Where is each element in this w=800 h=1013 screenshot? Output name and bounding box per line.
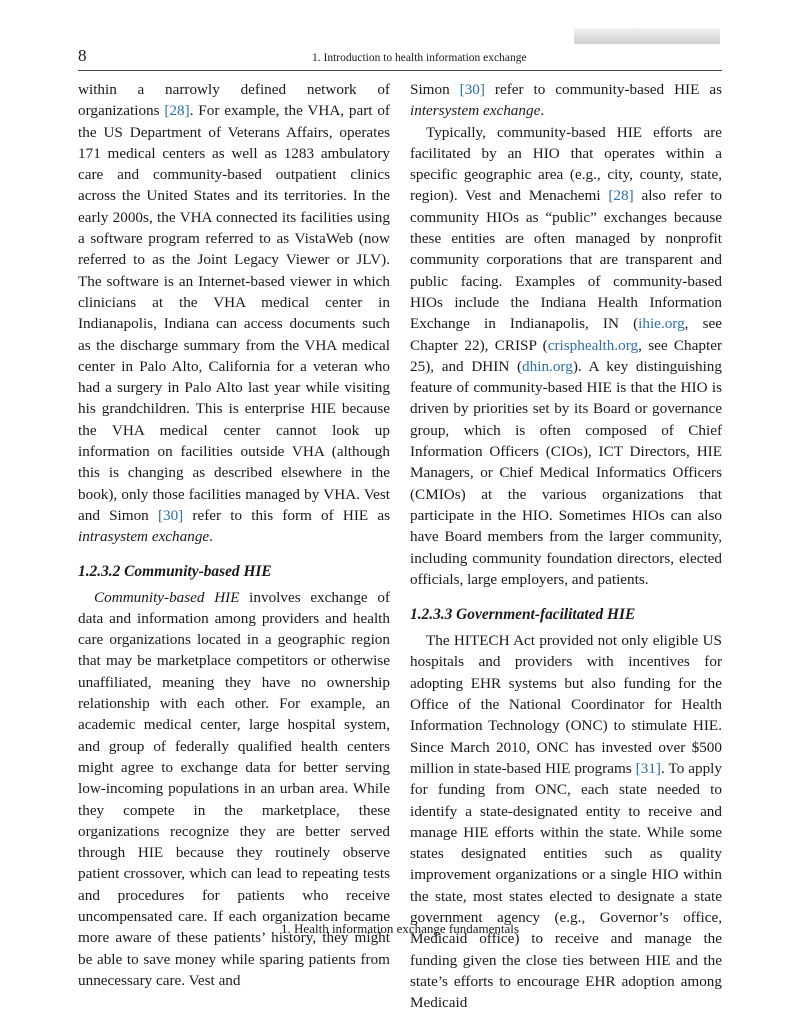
url-link[interactable]: ihie.org [638, 315, 685, 333]
url-link[interactable]: crisphealth.org [547, 336, 639, 354]
paragraph: Community-based HIE involves exchange of data and information among providers and health care organizations located in a geographic region that may be marketplace competitors or otherwise unaffiliated, meaning they have no ownership relationship with each other. For example, an academic medical center, large hospital system, and group of federally qualified health centers might agree to exchange data for better serving low-incoming populations in an urban area. While they compete in the marketplace, these organizations recognize they are better served through HIE because they routinely observe patient crossover, which can lead to repeating tests and procedures for patients who receive uncompensated care. If each organization became more aware of these patients’ history, they might be able to save money while sparing patients from unnecessary care. Vest and [78, 588, 390, 989]
page-number: 8 [78, 46, 87, 65]
right-column [410, 79, 722, 1013]
citation-link[interactable]: [28] [164, 102, 190, 120]
paragraph: Simon [30] refer to community-based HIE as intersystem exchange. [410, 81, 722, 120]
header-decorative-bar [574, 28, 720, 44]
section-heading: 1.2.3.3 Government-facilitated HIE [410, 606, 636, 624]
paragraph: Typically, community-based HIE efforts are facilitated by an HIO that operates within a specific geographic area (e.g., city, county, state, region). Vest and Menachemi [28] also refer to community HIOs as “public” exchanges because these entities are often managed by nonprofit community corporations that are transparent and public facing. Examples of community-based HIOs include the Indiana Health Information Exchange in Indianapolis, IN (ihie.org, see Chapter 22), CRISP (crisphealth.org, see Chapter 25), and DHIN (dhin.org). A key distinguishing feature of community-based HIE is that the HIO is driven by priorities set by its Board or governance group, which is often composed of Chief Information Officers (CIOs), ICT Directors, HIE Managers, or Chief Medical Informatics Officers (CMIOs) at the various organizations that participate in the HIO. Sometimes HIOs can also have Board members from the larger community, including community foundation directors, elected officials, large employers, and patients. [410, 123, 723, 588]
paragraph: within a narrowly defined network of organizations [28]. For example, the VHA, part of the US Department of Veterans Affairs, operates 171 medical centers as well as 1283 ambulatory care and community-based outpatient clinics across the United States and its territories. In the early 2000s, the VHA connected its facilities using a software program referred to as VistaWeb (now referred to as the Joint Legacy Viewer or JLV). The software is an Internet-based viewer in which clinicians at the VHA medical center in Indianapolis, Indiana can access documents such as the discharge summary from the VHA medical center in Palo Alto, California for a veteran who had a surgery in Palo Alto last year while visiting his grandchildren. This is enterprise HIE because the VHA medical center cannot look up information on facilities outside VHA (although this is changing as described elsewhere in the book), only those facilities managed by VHA. Vest and Simon [30] refer to this form of HIE as intrasystem exchange. [78, 81, 390, 546]
header-divider [78, 70, 722, 71]
section-heading: 1.2.3.2 Community-based HIE [78, 562, 272, 580]
footer-part-title: 1. Health information exchange fundamentals [281, 921, 519, 936]
citation-link[interactable]: [31] [635, 759, 661, 777]
url-link[interactable]: dhin.org [522, 357, 573, 375]
citation-link[interactable]: [30] [459, 81, 485, 98]
running-header: 1. Introduction to health information exchange [312, 52, 527, 64]
paragraph: The HITECH Act provided not only eligible US hospitals and providers with incentives for adopting EHR systems but also funding for the Office of the National Coordinator for Health Information Technology (ONC) to stimulate HIE. Since March 2010, ONC has invested over $500 million in state-based HIE programs [31]. To apply for funding from ONC, each state needed to identify a state-designated entity to receive and manage HIE efforts within the state. While some states designated entities such as quality improvement organizations or a single HIO within the state, most states elected to designate a state government agency (e.g., Governor’s office, Medicaid office) to receive and manage the funding given the close ties between HIE and the state’s efforts to encourage EHR adoption among Medicaid [410, 632, 722, 1012]
citation-link[interactable]: [30] [157, 506, 184, 524]
citation-link[interactable]: [28] [608, 187, 634, 205]
left-column [78, 79, 390, 991]
